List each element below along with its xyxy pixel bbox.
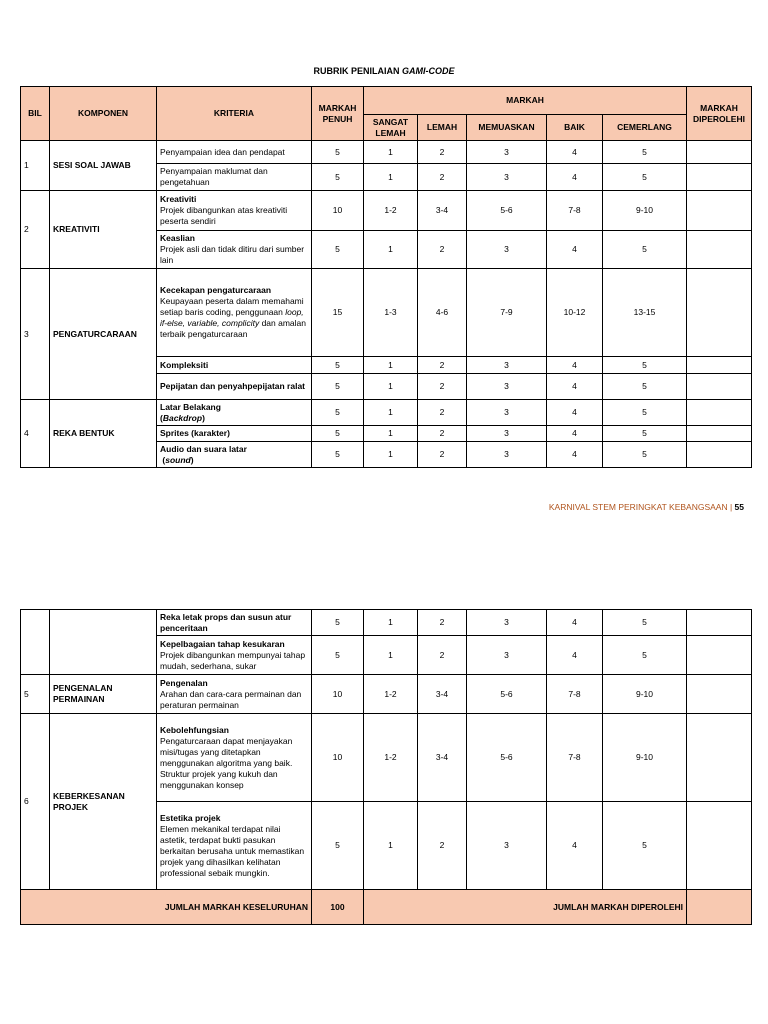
score-cell: 4 [547, 374, 603, 400]
score-cell: 4 [547, 802, 603, 890]
score-cell: 2 [418, 400, 467, 426]
header-sangat-lemah: SANGAT LEMAH [364, 115, 418, 141]
score-cell: 9-10 [603, 191, 687, 231]
markah-diperolehi-cell [687, 400, 752, 426]
score-cell: 2 [418, 802, 467, 890]
kriteria-text: Pengaturcaraan dapat menjayakan misi/tugas yang ditetapkan menggunakan algoritma yang baik. Struktur projek yang kukuh dan menggunakan konsep [160, 735, 293, 790]
kriteria-cell [157, 636, 312, 675]
score-cell: 3 [467, 164, 547, 191]
bil-cell: 6 [21, 714, 50, 890]
table-row [21, 400, 752, 426]
markah-diperolehi-cell [687, 610, 752, 636]
kriteria-cell [157, 714, 312, 802]
score-cell: 5-6 [467, 675, 547, 714]
score-cell: 7-8 [547, 714, 603, 802]
score-cell: 4 [547, 442, 603, 468]
markah-penuh-cell: 5 [312, 164, 364, 191]
markah-penuh-cell: 5 [312, 802, 364, 890]
table-row [21, 675, 752, 714]
score-cell: 4 [547, 164, 603, 191]
markah-diperolehi-cell [687, 141, 752, 164]
score-cell: 4 [547, 400, 603, 426]
score-cell: 5 [603, 141, 687, 164]
kriteria-heading: Kebolehfungsian [160, 724, 229, 735]
rubric-table-part1 [20, 86, 752, 468]
jumlah-diperolehi-value [687, 890, 752, 925]
score-cell: 5 [603, 231, 687, 269]
kriteria-text: Elemen mekanikal terdapat nilai astetik, terdapat bukti pasukan berkaitan berusaha untuk memastikan projek yang dihasilkan kelihatan professional sebaik mungkin. [160, 823, 305, 878]
score-cell: 5 [603, 374, 687, 400]
header-kriteria: KRITERIA [157, 87, 312, 141]
score-cell: 3 [467, 141, 547, 164]
score-cell: 1 [364, 400, 418, 426]
score-cell: 2 [418, 636, 467, 675]
score-cell: 4 [547, 636, 603, 675]
score-cell: 2 [418, 231, 467, 269]
score-cell: 7-8 [547, 191, 603, 231]
score-cell: 3 [467, 426, 547, 442]
header-lemah: LEMAH [418, 115, 467, 141]
rubric-table-part2 [20, 609, 752, 925]
kriteria-cell [157, 802, 312, 890]
kriteria-cell: Kompleksiti [157, 357, 312, 374]
score-cell: 3 [467, 231, 547, 269]
kriteria-cell: Latar Belakang (Backdrop) [157, 400, 312, 426]
score-cell: 4 [547, 141, 603, 164]
bil-cell: 5 [21, 675, 50, 714]
jumlah-keseluruhan-value: 100 [312, 890, 364, 925]
header-cemerlang: CEMERLANG [603, 115, 687, 141]
markah-penuh-cell: 5 [312, 426, 364, 442]
score-cell: 1 [364, 141, 418, 164]
kriteria-text: Arahan dan cara-cara permainan dan peraturan permainan [160, 688, 302, 710]
score-cell: 1 [364, 610, 418, 636]
score-cell: 1-2 [364, 191, 418, 231]
score-cell: 1 [364, 164, 418, 191]
score-cell: 5 [603, 426, 687, 442]
score-cell: 3 [467, 636, 547, 675]
score-cell: 5 [603, 357, 687, 374]
header-memuaskan: MEMUASKAN [467, 115, 547, 141]
kriteria-text: Projek dibangunkan mempunyai tahap mudah, sederhana, sukar [160, 649, 306, 671]
score-cell: 3 [467, 802, 547, 890]
score-cell: 5 [603, 636, 687, 675]
bil-cell: 1 [21, 141, 50, 191]
score-cell: 4 [547, 357, 603, 374]
score-cell: 2 [418, 164, 467, 191]
markah-diperolehi-cell [687, 374, 752, 400]
score-cell: 13-15 [603, 269, 687, 357]
markah-diperolehi-cell [687, 714, 752, 802]
kriteria-text: Keupayaan peserta dalam memahami setiap baris coding, penggunaan loop, if-else, variable, complicity dan amalan terbaik pengaturcaraan [160, 296, 306, 339]
markah-penuh-cell: 10 [312, 714, 364, 802]
header-baik: BAIK [547, 115, 603, 141]
bil-cell: 2 [21, 191, 50, 269]
score-cell: 1 [364, 231, 418, 269]
jumlah-diperolehi-label: JUMLAH MARKAH DIPEROLEHI [364, 890, 687, 925]
komponen-cell: PENGENALAN PERMAINAN [50, 675, 157, 714]
score-cell: 7-9 [467, 269, 547, 357]
markah-penuh-cell: 5 [312, 636, 364, 675]
table-row [21, 141, 752, 164]
score-cell: 5 [603, 164, 687, 191]
kriteria-cell: Reka letak props dan susun atur penceritaan [157, 610, 312, 636]
score-cell: 4 [547, 426, 603, 442]
score-cell: 5 [603, 400, 687, 426]
score-cell: 3-4 [418, 675, 467, 714]
kriteria-text: Projek asli dan tidak ditiru dari sumber lain [160, 244, 305, 265]
score-cell: 1 [364, 636, 418, 675]
markah-diperolehi-cell [687, 442, 752, 468]
komponen-cell: KEBERKESANAN PROJEK [50, 714, 157, 890]
markah-diperolehi-cell [687, 426, 752, 442]
score-cell: 1-3 [364, 269, 418, 357]
score-cell: 4 [547, 610, 603, 636]
markah-diperolehi-cell [687, 802, 752, 890]
bil-cell: 3 [21, 269, 50, 400]
bil-cell: 4 [21, 400, 50, 468]
kriteria-cell: Sprites (karakter) [157, 426, 312, 442]
jumlah-keseluruhan-label: JUMLAH MARKAH KESELURUHAN [21, 890, 312, 925]
score-cell: 3 [467, 442, 547, 468]
page-footer: KARNIVAL STEM PERINGKAT KEBANGSAAN | 55 [548, 502, 744, 512]
kriteria-text: Projek dibangunkan atas kreativiti peserta sendiri [160, 205, 288, 226]
table-row [21, 269, 752, 357]
markah-diperolehi-cell [687, 675, 752, 714]
markah-penuh-cell: 15 [312, 269, 364, 357]
kriteria-cell: Penyampaian idea dan pendapat [157, 141, 312, 164]
kriteria-cell: Penyampaian maklumat dan pengetahuan [157, 164, 312, 191]
markah-penuh-cell: 5 [312, 400, 364, 426]
score-cell: 2 [418, 610, 467, 636]
komponen-cell: SESI SOAL JAWAB [50, 141, 157, 191]
kriteria-cell [157, 269, 312, 357]
score-cell: 7-8 [547, 675, 603, 714]
header-komponen: KOMPONEN [50, 87, 157, 141]
komponen-cell: KREATIVITI [50, 191, 157, 269]
markah-diperolehi-cell [687, 357, 752, 374]
score-cell: 4 [547, 231, 603, 269]
score-cell: 3 [467, 374, 547, 400]
header-markah-penuh: MARKAH PENUH [312, 87, 364, 141]
markah-penuh-cell: 10 [312, 191, 364, 231]
markah-penuh-cell: 5 [312, 357, 364, 374]
score-cell: 1 [364, 357, 418, 374]
kriteria-cell [157, 675, 312, 714]
score-cell: 1 [364, 426, 418, 442]
markah-diperolehi-cell [687, 191, 752, 231]
kriteria-heading: Kepelbagaian tahap kesukaran [160, 638, 285, 649]
kriteria-cell [157, 231, 312, 269]
markah-penuh-cell: 5 [312, 374, 364, 400]
kriteria-heading: Estetika projek [160, 812, 221, 823]
score-cell: 3 [467, 400, 547, 426]
score-cell: 4-6 [418, 269, 467, 357]
score-cell: 2 [418, 374, 467, 400]
komponen-cell: REKA BENTUK [50, 400, 157, 468]
bil-cell [21, 610, 50, 675]
kriteria-heading: Keaslian [160, 233, 195, 243]
markah-penuh-cell: 5 [312, 231, 364, 269]
score-cell: 1 [364, 442, 418, 468]
markah-diperolehi-cell [687, 636, 752, 675]
score-cell: 1 [364, 374, 418, 400]
score-cell: 9-10 [603, 675, 687, 714]
score-cell: 9-10 [603, 714, 687, 802]
table-row [21, 714, 752, 802]
score-cell: 1-2 [364, 714, 418, 802]
header-bil: BIL [21, 87, 50, 141]
kriteria-cell: Audio dan suara latar (sound) [157, 442, 312, 468]
header-markah-diperolehi: MARKAH DIPEROLEHI [687, 87, 752, 141]
score-cell: 5 [603, 610, 687, 636]
markah-penuh-cell: 5 [312, 141, 364, 164]
score-cell: 1-2 [364, 675, 418, 714]
markah-penuh-cell: 5 [312, 610, 364, 636]
score-cell: 3-4 [418, 191, 467, 231]
table-row [21, 191, 752, 231]
score-cell: 1 [364, 802, 418, 890]
score-cell: 5 [603, 802, 687, 890]
score-cell: 2 [418, 426, 467, 442]
markah-diperolehi-cell [687, 269, 752, 357]
markah-diperolehi-cell [687, 164, 752, 191]
kriteria-heading: Kecekapan pengaturcaraan [160, 285, 272, 295]
table-row [21, 610, 752, 636]
header-markah: MARKAH [364, 87, 687, 115]
score-cell: 10-12 [547, 269, 603, 357]
komponen-cell: PENGATURCARAAN [50, 269, 157, 400]
markah-diperolehi-cell [687, 231, 752, 269]
markah-penuh-cell: 5 [312, 442, 364, 468]
markah-penuh-cell: 10 [312, 675, 364, 714]
score-cell: 3 [467, 610, 547, 636]
score-cell: 2 [418, 357, 467, 374]
score-cell: 5 [603, 442, 687, 468]
summary-row [21, 890, 752, 925]
kriteria-cell [157, 191, 312, 231]
kriteria-heading: Pengenalan [160, 677, 208, 688]
score-cell: 5-6 [467, 191, 547, 231]
score-cell: 3-4 [418, 714, 467, 802]
score-cell: 2 [418, 442, 467, 468]
score-cell: 3 [467, 357, 547, 374]
kriteria-heading: Kreativiti [160, 194, 197, 204]
kriteria-cell: Pepijatan dan penyahpepijatan ralat [157, 374, 312, 400]
page-title: RUBRIK PENILAIAN GAMI-CODE [313, 66, 455, 76]
score-cell: 2 [418, 141, 467, 164]
score-cell: 5-6 [467, 714, 547, 802]
komponen-cell [50, 610, 157, 675]
